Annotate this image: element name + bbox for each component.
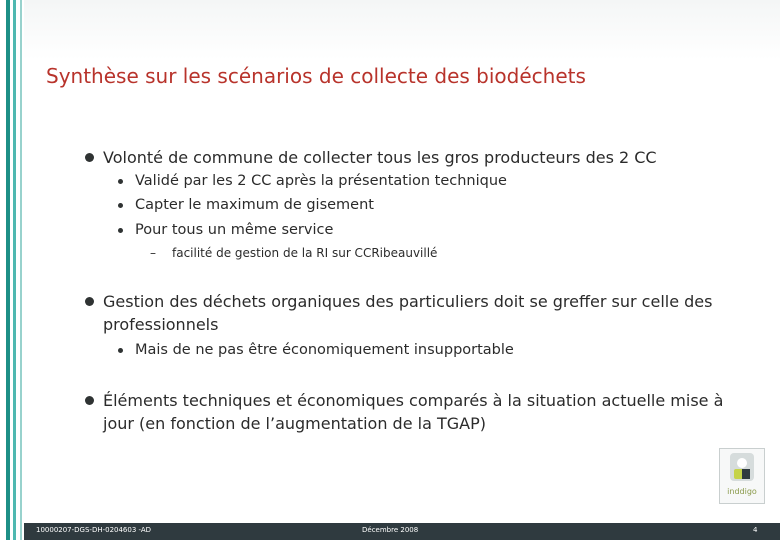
company-logo <box>719 448 765 504</box>
footer-bar <box>24 523 780 540</box>
bullet-icon <box>118 179 123 184</box>
footer-date: Décembre 2008 <box>362 526 419 534</box>
sub-bullet-text: Capter le maximum de gisement <box>135 197 374 213</box>
document-reference: 10000207-DGS-DH-0204603 -AD <box>36 526 152 534</box>
page-number: 4 <box>753 526 758 534</box>
sub-bullet-text: Pour tous un même service <box>135 222 334 238</box>
bullet-icon <box>118 203 123 208</box>
sub-sub-bullet-text: facilité de gestion de la RI sur CCRibeauvillé <box>172 246 438 260</box>
sub-bullet-text: Mais de ne pas être économiquement insupportable <box>135 342 514 358</box>
sub-bullet-item <box>135 340 514 360</box>
slide-title: Synthèse sur les scénarios de collecte des biodéchets <box>46 64 586 88</box>
bullet-item <box>103 389 743 435</box>
bullet-icon <box>85 153 94 162</box>
bullet-text: Éléments techniques et économiques comparés à la situation actuelle mise à jour (en fonction de l’augmentation de la TGAP) <box>103 391 724 433</box>
bullet-icon <box>118 348 123 353</box>
logo-mark-icon <box>720 449 764 489</box>
bullet-item <box>103 146 743 169</box>
bullet-icon <box>85 297 94 306</box>
logo-text: inddigo <box>727 487 757 496</box>
sub-sub-bullet-item <box>150 245 438 261</box>
sub-bullet-item <box>135 195 374 215</box>
bullet-icon <box>85 396 94 405</box>
bullet-text: Volonté de commune de collecter tous les gros producteurs des 2 CC <box>103 148 657 167</box>
dash-icon: – <box>150 246 156 260</box>
bullet-item <box>103 290 743 336</box>
sub-bullet-item <box>135 220 333 240</box>
bullet-icon <box>118 228 123 233</box>
sub-bullet-text: Validé par les 2 CC après la présentation technique <box>135 173 507 189</box>
sub-bullet-item <box>135 171 507 191</box>
bullet-text: Gestion des déchets organiques des particuliers doit se greffer sur celle des professionnels <box>103 292 713 334</box>
